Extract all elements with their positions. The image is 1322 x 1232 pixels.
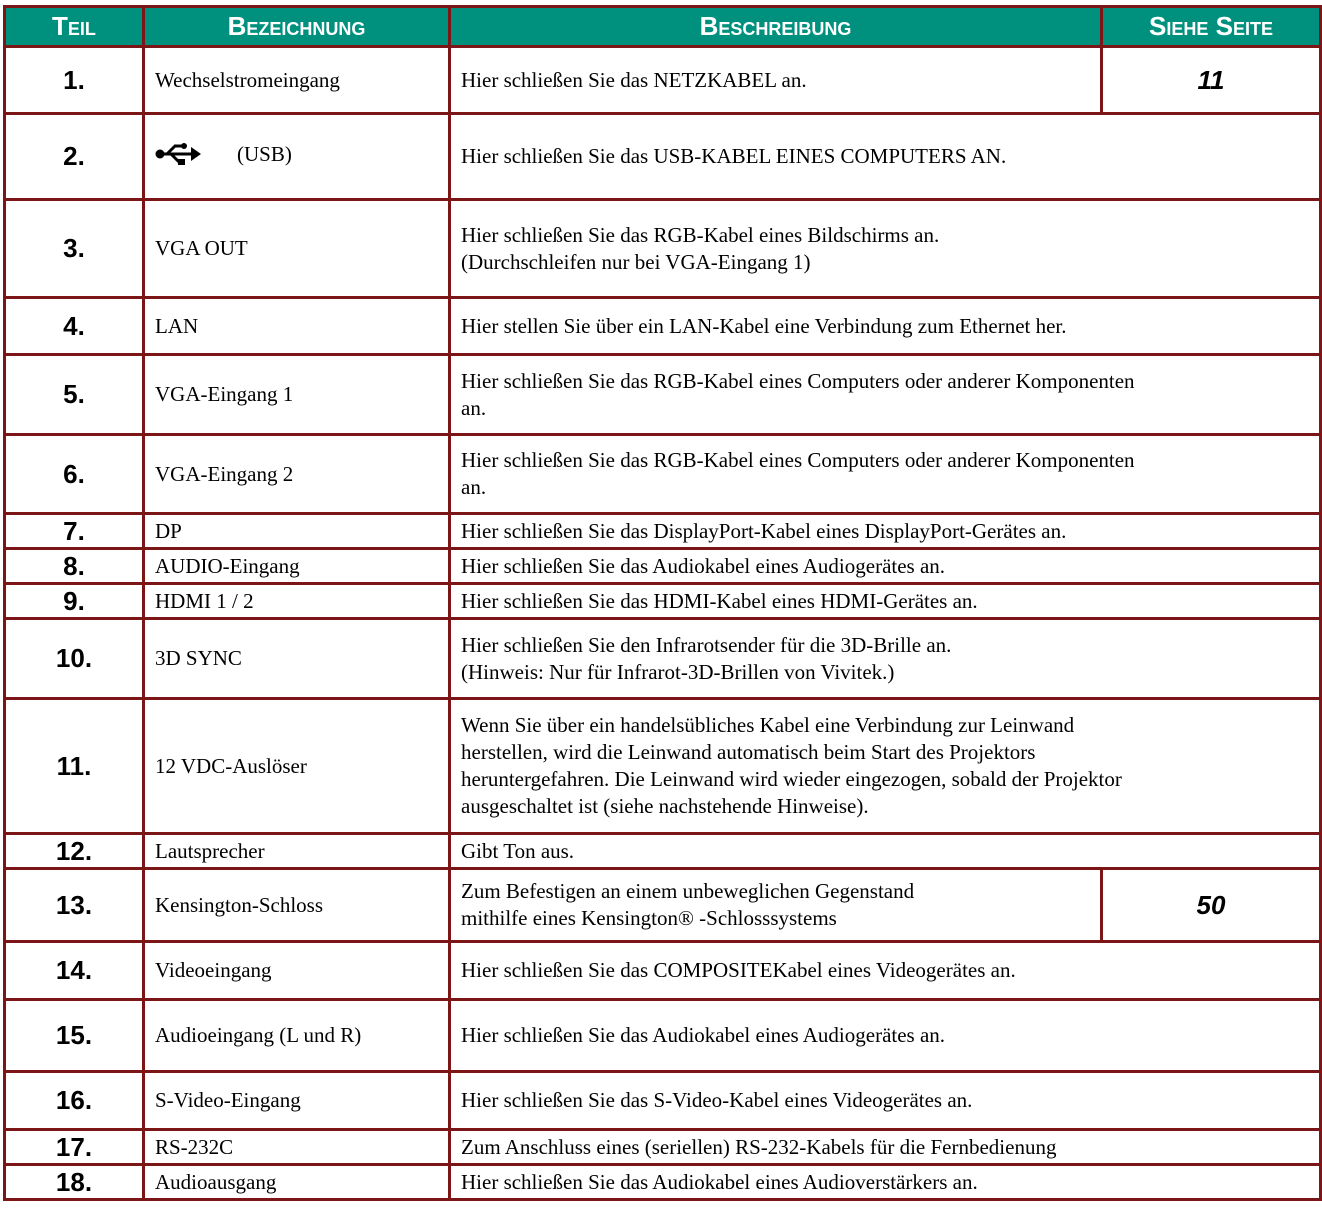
row-description bbox=[450, 699, 1321, 834]
header-teil: Teil bbox=[5, 7, 144, 47]
row-name: VGA OUT bbox=[144, 200, 450, 298]
table-row bbox=[5, 1072, 1321, 1130]
row-number: 18. bbox=[5, 1165, 144, 1200]
header-row bbox=[5, 7, 1321, 47]
row-description bbox=[450, 869, 1102, 942]
header-bezeichnung: Bezeichnung bbox=[144, 7, 450, 47]
table-row bbox=[5, 355, 1321, 435]
row-name: VGA-Eingang 2 bbox=[144, 435, 450, 514]
row-name: S-Video-Eingang bbox=[144, 1072, 450, 1130]
row-description-line: Hier schließen Sie das RGB-Kabel eines Bildschirms an. bbox=[461, 222, 940, 247]
row-description bbox=[450, 200, 1321, 298]
row-description: Hier schließen Sie das COMPOSITEKabel eines Videogerätes an. bbox=[450, 942, 1321, 1000]
row-number: 12. bbox=[5, 834, 144, 869]
table-row bbox=[5, 942, 1321, 1000]
row-description: Hier stellen Sie über ein LAN-Kabel eine Verbindung zum Ethernet her. bbox=[450, 298, 1321, 355]
row-name: (USB) bbox=[237, 141, 292, 166]
row-name: LAN bbox=[144, 298, 450, 355]
row-description-line: Hier schließen Sie den Infrarotsender für die 3D-Brille an. bbox=[461, 632, 952, 657]
row-description-line: mithilfe eines Kensington® -Schlosssystems bbox=[461, 906, 837, 930]
row-description-line: ausgeschaltet ist (siehe nachstehende Hinweise). bbox=[461, 794, 869, 818]
row-description-line: Hier schließen Sie das RGB-Kabel eines Computers oder anderer Komponenten bbox=[461, 448, 1135, 472]
row-number: 3. bbox=[5, 200, 144, 298]
row-description: Hier schließen Sie das Audiokabel eines Audioverstärkers an. bbox=[450, 1165, 1321, 1200]
table-row bbox=[5, 47, 1321, 114]
row-name-cell bbox=[144, 114, 450, 200]
row-number: 1. bbox=[5, 47, 144, 114]
table-row bbox=[5, 514, 1321, 549]
table-row bbox=[5, 1130, 1321, 1165]
row-description bbox=[450, 355, 1321, 435]
table-row bbox=[5, 584, 1321, 619]
row-number: 8. bbox=[5, 549, 144, 584]
row-description-line: an. bbox=[461, 475, 487, 499]
table-row bbox=[5, 1165, 1321, 1200]
connector-table bbox=[3, 5, 1322, 1201]
row-description-line: herstellen, wird die Leinwand automatisch beim Start des Projektors bbox=[461, 740, 1036, 764]
table-row bbox=[5, 114, 1321, 200]
row-name: Audioausgang bbox=[144, 1165, 450, 1200]
table-row bbox=[5, 619, 1321, 699]
row-number: 17. bbox=[5, 1130, 144, 1165]
table-row bbox=[5, 699, 1321, 834]
row-description-line: heruntergefahren. Die Leinwand wird wieder eingezogen, sobald der Projektor bbox=[461, 767, 1122, 791]
row-description-line: Hier schließen Sie das RGB-Kabel eines Computers oder anderer Komponenten bbox=[461, 368, 1135, 393]
row-number: 4. bbox=[5, 298, 144, 355]
row-number: 11. bbox=[5, 699, 144, 834]
row-description: Hier schließen Sie das HDMI-Kabel eines HDMI-Gerätes an. bbox=[450, 584, 1321, 619]
row-name: 3D SYNC bbox=[144, 619, 450, 699]
row-name: Videoeingang bbox=[144, 942, 450, 1000]
row-name: Lautsprecher bbox=[144, 834, 450, 869]
row-page-ref: 50 bbox=[1102, 869, 1321, 942]
row-description-line: an. bbox=[461, 395, 487, 420]
row-number: 5. bbox=[5, 355, 144, 435]
row-name: DP bbox=[144, 514, 450, 549]
row-description bbox=[450, 619, 1321, 699]
row-description: Hier schließen Sie das Audiokabel eines Audiogerätes an. bbox=[450, 1000, 1321, 1072]
row-name: Wechselstromeingang bbox=[144, 47, 450, 114]
row-description-line: Zum Befestigen an einem unbeweglichen Gegenstand bbox=[461, 879, 915, 903]
table-row bbox=[5, 549, 1321, 584]
header-siehe-seite: Siehe Seite bbox=[1102, 7, 1321, 47]
row-description-line: (Durchschleifen nur bei VGA-Eingang 1) bbox=[461, 249, 811, 274]
row-name: Kensington-Schloss bbox=[144, 869, 450, 942]
row-description: Hier schließen Sie das Audiokabel eines Audiogerätes an. bbox=[450, 549, 1321, 584]
row-number: 14. bbox=[5, 942, 144, 1000]
row-number: 2. bbox=[5, 114, 144, 200]
header-beschreibung: Beschreibung bbox=[450, 7, 1102, 47]
table-row bbox=[5, 435, 1321, 514]
row-description bbox=[450, 435, 1321, 514]
row-description: Gibt Ton aus. bbox=[450, 834, 1321, 869]
row-name: AUDIO-Eingang bbox=[144, 549, 450, 584]
row-description: Hier schließen Sie das NETZKABEL an. bbox=[450, 47, 1102, 114]
row-name: Audioeingang (L und R) bbox=[144, 1000, 450, 1072]
row-description-line: (Hinweis: Nur für Infrarot-3D-Brillen von Vivitek.) bbox=[461, 659, 895, 684]
row-name: HDMI 1 / 2 bbox=[144, 584, 450, 619]
row-number: 7. bbox=[5, 514, 144, 549]
row-description: Hier schließen Sie das USB-KABEL EINES COMPUTERS AN. bbox=[450, 114, 1321, 200]
row-description-line: Wenn Sie über ein handelsübliches Kabel eine Verbindung zur Leinwand bbox=[461, 713, 1075, 737]
row-number: 16. bbox=[5, 1072, 144, 1130]
table-row bbox=[5, 1000, 1321, 1072]
row-name: VGA-Eingang 1 bbox=[144, 355, 450, 435]
row-description: Hier schließen Sie das DisplayPort-Kabel eines DisplayPort-Gerätes an. bbox=[450, 514, 1321, 549]
row-number: 15. bbox=[5, 1000, 144, 1072]
row-page-ref: 11 bbox=[1102, 47, 1321, 114]
usb-icon bbox=[155, 143, 201, 165]
row-number: 6. bbox=[5, 435, 144, 514]
table-row bbox=[5, 200, 1321, 298]
table-row bbox=[5, 834, 1321, 869]
row-number: 13. bbox=[5, 869, 144, 942]
table-row bbox=[5, 869, 1321, 942]
row-number: 9. bbox=[5, 584, 144, 619]
row-name: RS-232C bbox=[144, 1130, 450, 1165]
table-row bbox=[5, 298, 1321, 355]
row-number: 10. bbox=[5, 619, 144, 699]
row-description: Zum Anschluss eines (seriellen) RS-232-Kabels für die Fernbedienung bbox=[450, 1130, 1321, 1165]
row-name: 12 VDC-Auslöser bbox=[144, 699, 450, 834]
row-description: Hier schließen Sie das S-Video-Kabel eines Videogerätes an. bbox=[450, 1072, 1321, 1130]
